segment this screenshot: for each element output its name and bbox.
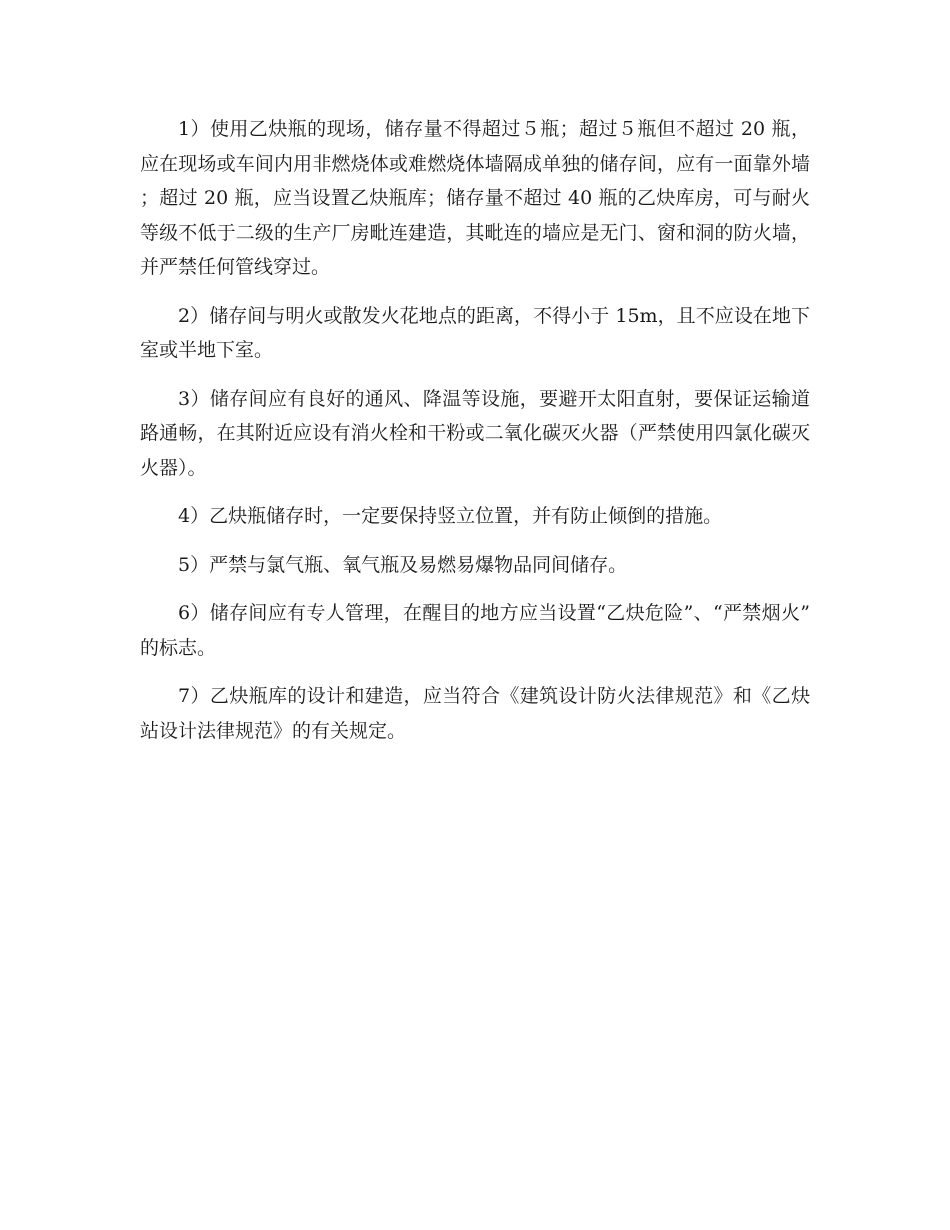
paragraph-1: 1）使用乙炔瓶的现场，储存量不得超过５瓶；超过５瓶但不超过 20 瓶，应在现场或车间内用非燃烧体或难燃烧体墙隔成单独的储存间，应有一面靠外墙；超过 20 瓶，应当设置乙炔瓶库；储存量不超过 40 瓶的乙炔库房，可与耐火等级不低于二级的生产厂房毗连建造，其毗连的墙应是无门、窗和洞的防火墙，并严禁任何管线穿过。 xyxy=(140,118,810,278)
paragraph-5: 5）严禁与氯气瓶、氧气瓶及易燃易爆物品同间储存。 xyxy=(178,553,628,576)
paragraph-2: 2）储存间与明火或散发火花地点的距离，不得小于 15m，且不应设在地下室或半地下室。 xyxy=(140,304,810,361)
paragraph-6: 6）储存间应有专人管理，在醒目的地方应当设置“乙炔危险”、“严禁烟火”的标志。 xyxy=(140,602,810,659)
document-body xyxy=(140,112,810,762)
paragraph-3: 3）储存间应有良好的通风、降温等设施，要避开太阳直射，要保证运输道路通畅，在其附近应设有消火栓和干粉或二氧化碳灭火器（严禁使用四氯化碳灭火器）。 xyxy=(140,387,810,479)
paragraph-4: 4）乙炔瓶储存时，一定要保持竖立位置，并有防止倾倒的措施。 xyxy=(178,505,723,527)
paragraph-7: 7）乙炔瓶库的设计和建造，应当符合《建筑设计防火法律规范》和《乙炔站设计法律规范》的有关规定。 xyxy=(140,685,810,742)
